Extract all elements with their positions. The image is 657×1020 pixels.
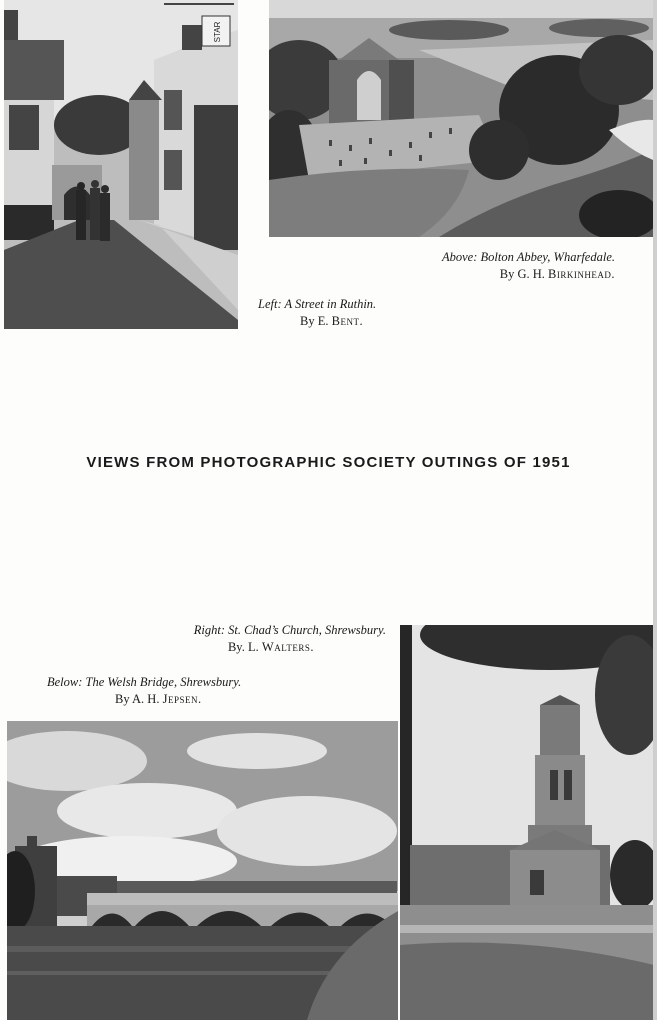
- caption-street-in-ruthin: [258, 296, 458, 330]
- page-edge: [653, 0, 657, 1020]
- photo-st-chads-church: [400, 625, 654, 1020]
- caption-street-in-ruthin-photographer: Bent.: [331, 314, 364, 328]
- photo-bolton-abbey: [269, 0, 653, 237]
- page-heading: VIEWS FROM PHOTOGRAPHIC SOCIETY OUTINGS OF 1951: [86, 454, 571, 471]
- caption-welsh-bridge-title: Below: The Welsh Bridge, Shrewsbury.: [47, 675, 242, 689]
- caption-welsh-bridge-by: By A. H.: [115, 692, 160, 706]
- caption-st-chads-church-photographer: Walters.: [261, 640, 314, 654]
- caption-street-in-ruthin-credit: [258, 313, 458, 330]
- photo-street-in-ruthin: [4, 0, 238, 329]
- caption-bolton-abbey-credit: [400, 266, 615, 283]
- caption-bolton-abbey-photographer: Birkinhead.: [548, 267, 615, 281]
- caption-st-chads-church-credit: [120, 639, 386, 656]
- caption-street-in-ruthin-title: Left: A Street in Ruthin.: [258, 297, 377, 311]
- caption-st-chads-church-title: Right: St. Chad’s Church, Shrewsbury.: [193, 623, 386, 637]
- caption-welsh-bridge-credit: [47, 691, 307, 708]
- caption-st-chads-church: [120, 622, 386, 656]
- photo-welsh-bridge: [7, 721, 398, 1020]
- caption-st-chads-church-by: By. L.: [227, 640, 259, 654]
- caption-street-in-ruthin-by: By E.: [300, 314, 329, 328]
- caption-bolton-abbey-by: By G. H.: [499, 267, 545, 281]
- ruthin-sign-text: STAR: [213, 21, 222, 43]
- caption-bolton-abbey-title: Above: Bolton Abbey, Wharfedale.: [442, 250, 615, 264]
- caption-welsh-bridge-photographer: Jepsen.: [162, 692, 202, 706]
- caption-welsh-bridge: [47, 674, 307, 708]
- caption-bolton-abbey: [400, 249, 615, 283]
